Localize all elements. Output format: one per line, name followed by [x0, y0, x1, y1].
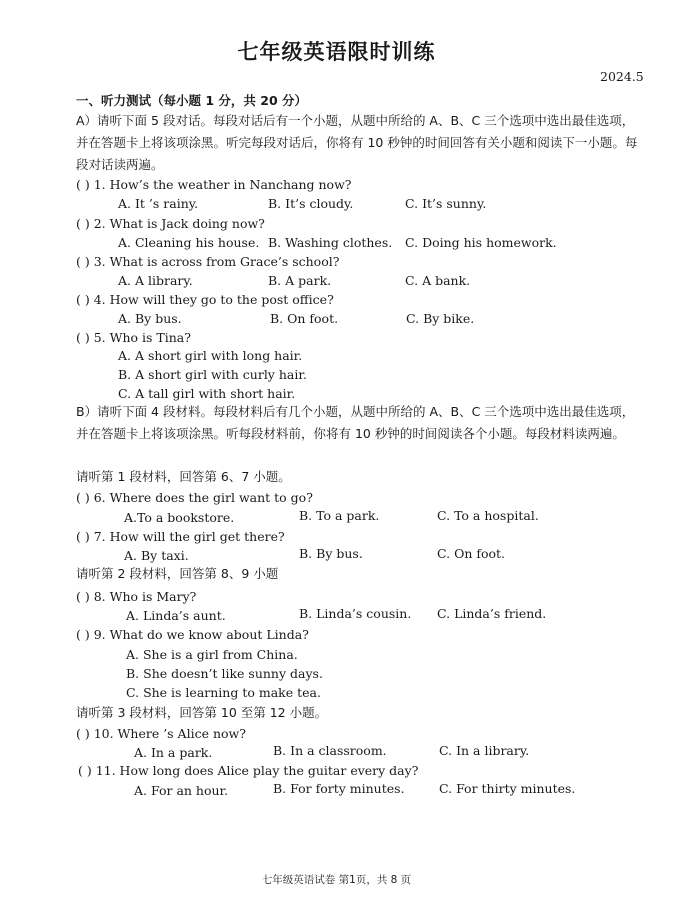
q10-option-a: A. In a park. [134, 745, 213, 760]
question-3: ( ) 3. What is across from Grace’s school? [76, 254, 340, 269]
q2-option-a: A. Cleaning his house. [118, 235, 260, 250]
q1-option-c: C. It’s sunny. [405, 196, 487, 211]
q8-option-c: C. Linda’s friend. [437, 606, 547, 621]
question-9: ( ) 9. What do we know about Linda? [76, 627, 309, 642]
question-7: ( ) 7. How will the girl get there? [76, 529, 285, 544]
question-8: ( ) 8. Who is Mary? [76, 589, 197, 604]
section1-heading: 一、听力测试（每小题 1 分，共 20 分） [76, 93, 308, 108]
question-5: ( ) 5. Who is Tina? [76, 330, 191, 345]
q3-option-c: C. A bank. [405, 273, 471, 288]
q11-option-c: C. For thirty minutes. [439, 781, 576, 796]
q6-option-b: B. To a park. [299, 508, 380, 523]
q5-option-a: A. A short girl with long hair. [118, 348, 303, 363]
q3-option-a: A. A library. [118, 273, 193, 288]
q9-option-c: C. She is learning to make tea. [126, 685, 321, 700]
question-1: ( ) 1. How’s the weather in Nanchang now? [76, 177, 352, 192]
material-2-instruction: 请听第 2 段材料，回答第 8、9 小题 [76, 566, 279, 581]
question-11: ( ) 11. How long does Alice play the guitar every day? [78, 763, 419, 778]
q6-option-a: A.To a bookstore. [124, 510, 235, 525]
material-1-instruction: 请听第 1 段材料，回答第 6、7 小题。 [76, 469, 291, 484]
q2-option-b: B. Washing clothes. [268, 235, 393, 250]
q5-option-b: B. A short girl with curly hair. [118, 367, 307, 382]
question-6: ( ) 6. Where does the girl want to go? [76, 490, 313, 505]
q11-option-a: A. For an hour. [134, 783, 229, 798]
q8-option-b: B. Linda’s cousin. [299, 606, 412, 621]
q11-option-b: B. For forty minutes. [273, 781, 405, 796]
partA-instruction: A）请听下面 5 段对话。每段对话后有一个小题，从题中所给的 A、B、C 三个选项中选出最佳选项，并在答题卡上将该项涂黑。听完每段对话后，你将有 10 秒钟的时间回答有关小题和阅读下一小题。每段对话读两遍。 [76, 113, 638, 172]
q9-option-b: B. She doesn’t like sunny days. [126, 666, 323, 681]
q1-option-b: B. It’s cloudy. [268, 196, 354, 211]
q4-option-b: B. On foot. [270, 311, 339, 326]
q8-option-a: A. Linda’s aunt. [126, 608, 226, 623]
q2-option-c: C. Doing his homework. [405, 235, 557, 250]
q3-option-b: B. A park. [268, 273, 332, 288]
question-10: ( ) 10. Where ’s Alice now? [76, 726, 246, 741]
page-title: 七年级英语限时训练 [237, 40, 436, 64]
q7-option-a: A. By taxi. [124, 548, 189, 563]
page-footer: 七年级英语试卷 第1页，共 8 页 [261, 874, 412, 886]
exam-date: 2024.5 [600, 69, 644, 84]
question-2: ( ) 2. What is Jack doing now? [76, 216, 265, 231]
q6-option-c: C. To a hospital. [437, 508, 539, 523]
question-4: ( ) 4. How will they go to the post office? [76, 292, 334, 307]
q7-option-c: C. On foot. [437, 546, 506, 561]
q10-option-b: B. In a classroom. [273, 743, 387, 758]
q7-option-b: B. By bus. [299, 546, 363, 561]
partB-instruction: B）请听下面 4 段材料。每段材料后有几个小题，从题中所给的 A、B、C 三个选项中选出最佳选项，并在答题卡上将该项涂黑。听每段材料前，你将有 10 秒钟的时间阅读各个小题。每段材料读两遍。 [76, 404, 635, 441]
q9-option-a: A. She is a girl from China. [126, 647, 298, 662]
q10-option-c: C. In a library. [439, 743, 530, 758]
q4-option-c: C. By bike. [406, 311, 475, 326]
q5-option-c: C. A tall girl with short hair. [118, 386, 296, 401]
material-3-instruction: 请听第 3 段材料，回答第 10 至第 12 小题。 [76, 705, 328, 720]
q1-option-a: A. It ’s rainy. [118, 196, 199, 211]
q4-option-a: A. By bus. [118, 311, 182, 326]
